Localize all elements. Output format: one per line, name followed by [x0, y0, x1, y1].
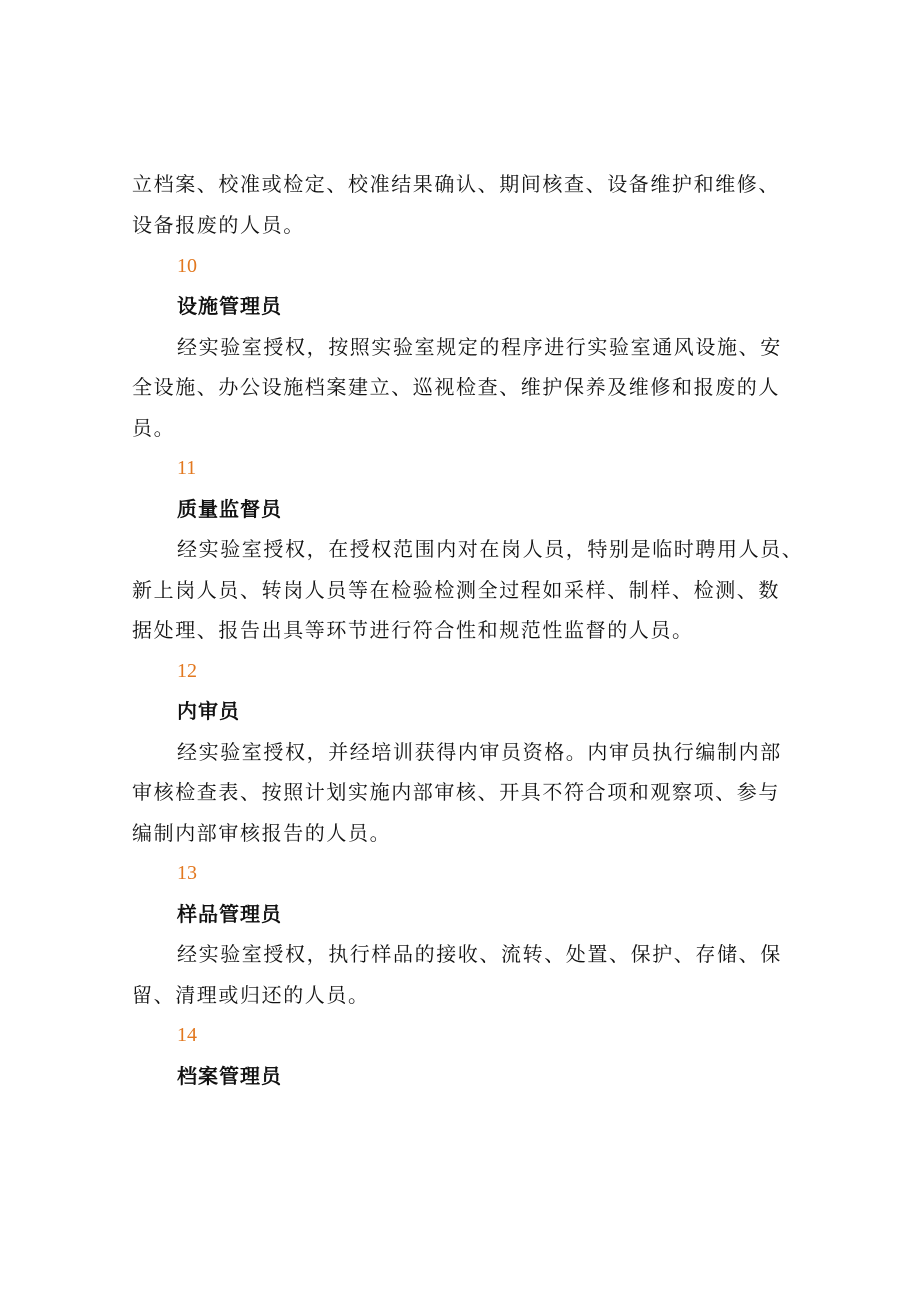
paragraph-line: 经实验室授权，按照实验室规定的程序进行实验室通风设施、安: [177, 335, 782, 359]
section-title: 样品管理员: [177, 902, 282, 926]
paragraph-line: 审核检查表、按照计划实施内部审核、开具不符合项和观察项、参与: [132, 780, 780, 804]
intro-line: 立档案、校准或检定、校准结果确认、期间核查、设备维护和维修、: [132, 172, 780, 196]
paragraph-line: 员。: [132, 416, 176, 440]
paragraph-line: 经实验室授权，在授权范围内对在岗人员，特别是临时聘用人员、: [177, 537, 804, 561]
paragraph-line: 据处理、报告出具等环节进行符合性和规范性监督的人员。: [132, 618, 694, 642]
section-title: 设施管理员: [177, 294, 282, 318]
intro-line: 设备报废的人员。: [132, 213, 305, 237]
paragraph-line: 编制内部审核报告的人员。: [132, 821, 392, 845]
section-number: 10: [177, 255, 197, 277]
paragraph-line: 经实验室授权，并经培训获得内审员资格。内审员执行编制内部: [177, 740, 782, 764]
paragraph-line: 经实验室授权，执行样品的接收、流转、处置、保护、存储、保: [177, 942, 782, 966]
section-title: 内审员: [177, 699, 240, 723]
paragraph-line: 留、清理或归还的人员。: [132, 983, 370, 1007]
section-title: 档案管理员: [177, 1064, 282, 1088]
paragraph-line: 新上岗人员、转岗人员等在检验检测全过程如采样、制样、检测、数: [132, 578, 780, 602]
section-number: 11: [177, 457, 197, 479]
section-number: 12: [177, 660, 197, 682]
paragraph-line: 全设施、办公设施档案建立、巡视检查、维护保养及维修和报废的人: [132, 375, 780, 399]
section-number: 14: [177, 1024, 197, 1046]
section-title: 质量监督员: [177, 497, 282, 521]
section-number: 13: [177, 862, 197, 884]
